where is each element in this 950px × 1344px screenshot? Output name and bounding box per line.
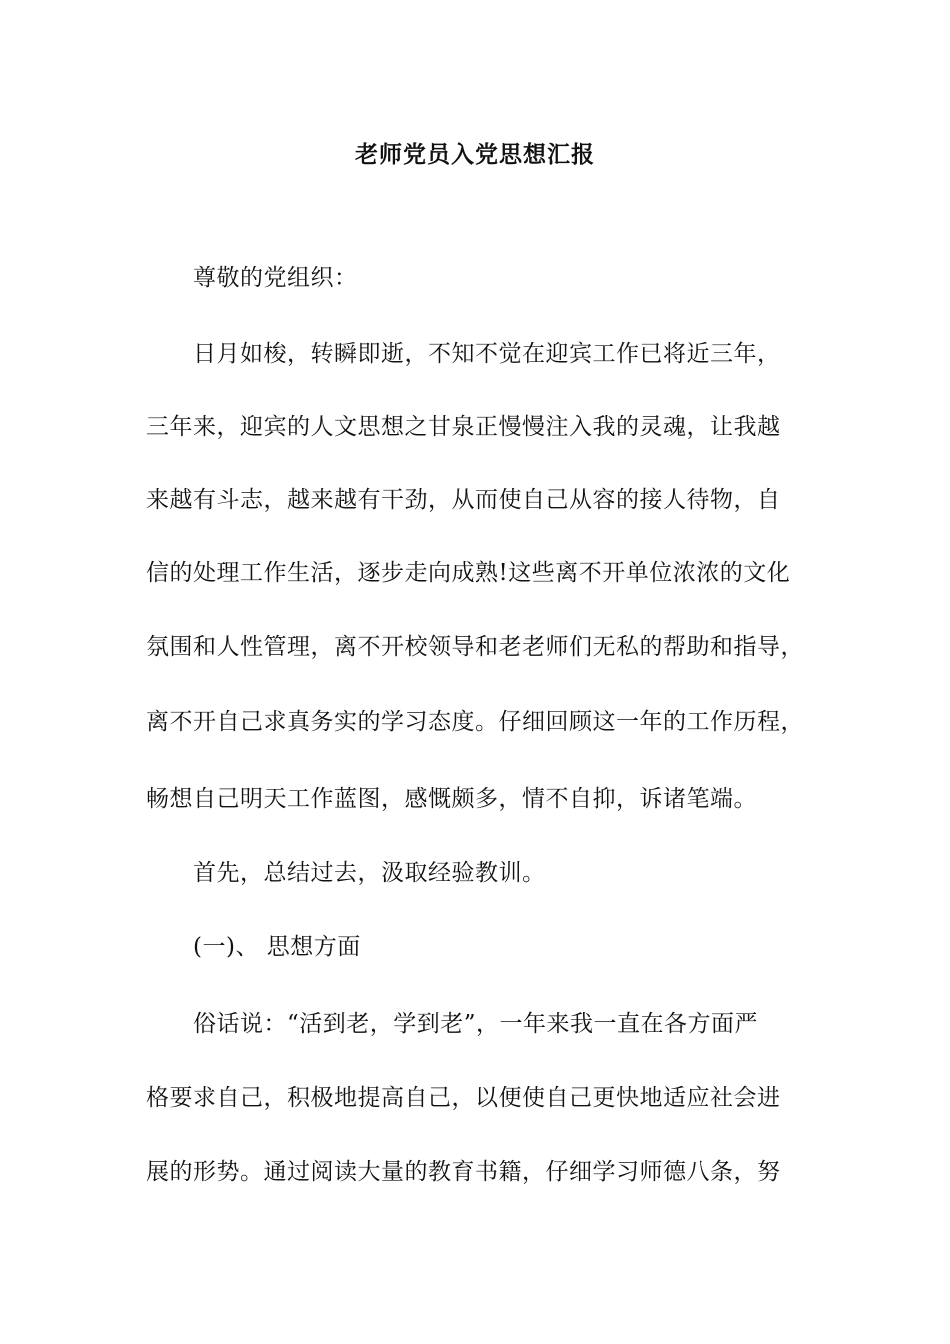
document-title: 老师党员入党思想汇报 [355,141,595,168]
paragraph-line: 首先，总结过去，汲取经验教训。 [193,860,546,886]
paragraph-line: 格要求自己，积极地提高自己，以便使自己更快地适应社会进 [146,1085,781,1111]
paragraph-line: 畅想自己明天工作蓝图，感慨颇多，情不自抑，诉诸笔端。 [146,786,757,812]
paragraph-line: 三年来，迎宾的人文思想之甘泉正慢慢注入我的灵魂，让我越 [146,414,781,440]
paragraph-line: 日月如梭，转瞬即逝，不知不觉在迎宾工作已将近三年， [193,341,781,367]
paragraph-line: 展的形势。通过阅读大量的教育书籍，仔细学习师德八条，努 [146,1159,781,1185]
paragraph-line: 信的处理工作生活，逐步走向成熟!这些离不开单位浓浓的文化 [146,560,791,586]
paragraph-line: 来越有斗志，越来越有干劲，从而使自己从容的接人待物，自 [146,487,781,513]
paragraph-line: 俗话说：“活到老，学到老”，一年来我一直在各方面严 [193,1011,759,1037]
section-heading: (一)、 思想方面 [193,934,361,960]
paragraph-line: 氛围和人性管理，离不开校领导和老老师们无私的帮助和指导， [146,634,804,660]
paragraph-line: 离不开自己求真务实的学习态度。仔细回顾这一年的工作历程， [146,709,804,735]
salutation: 尊敬的党组织： [193,265,358,291]
